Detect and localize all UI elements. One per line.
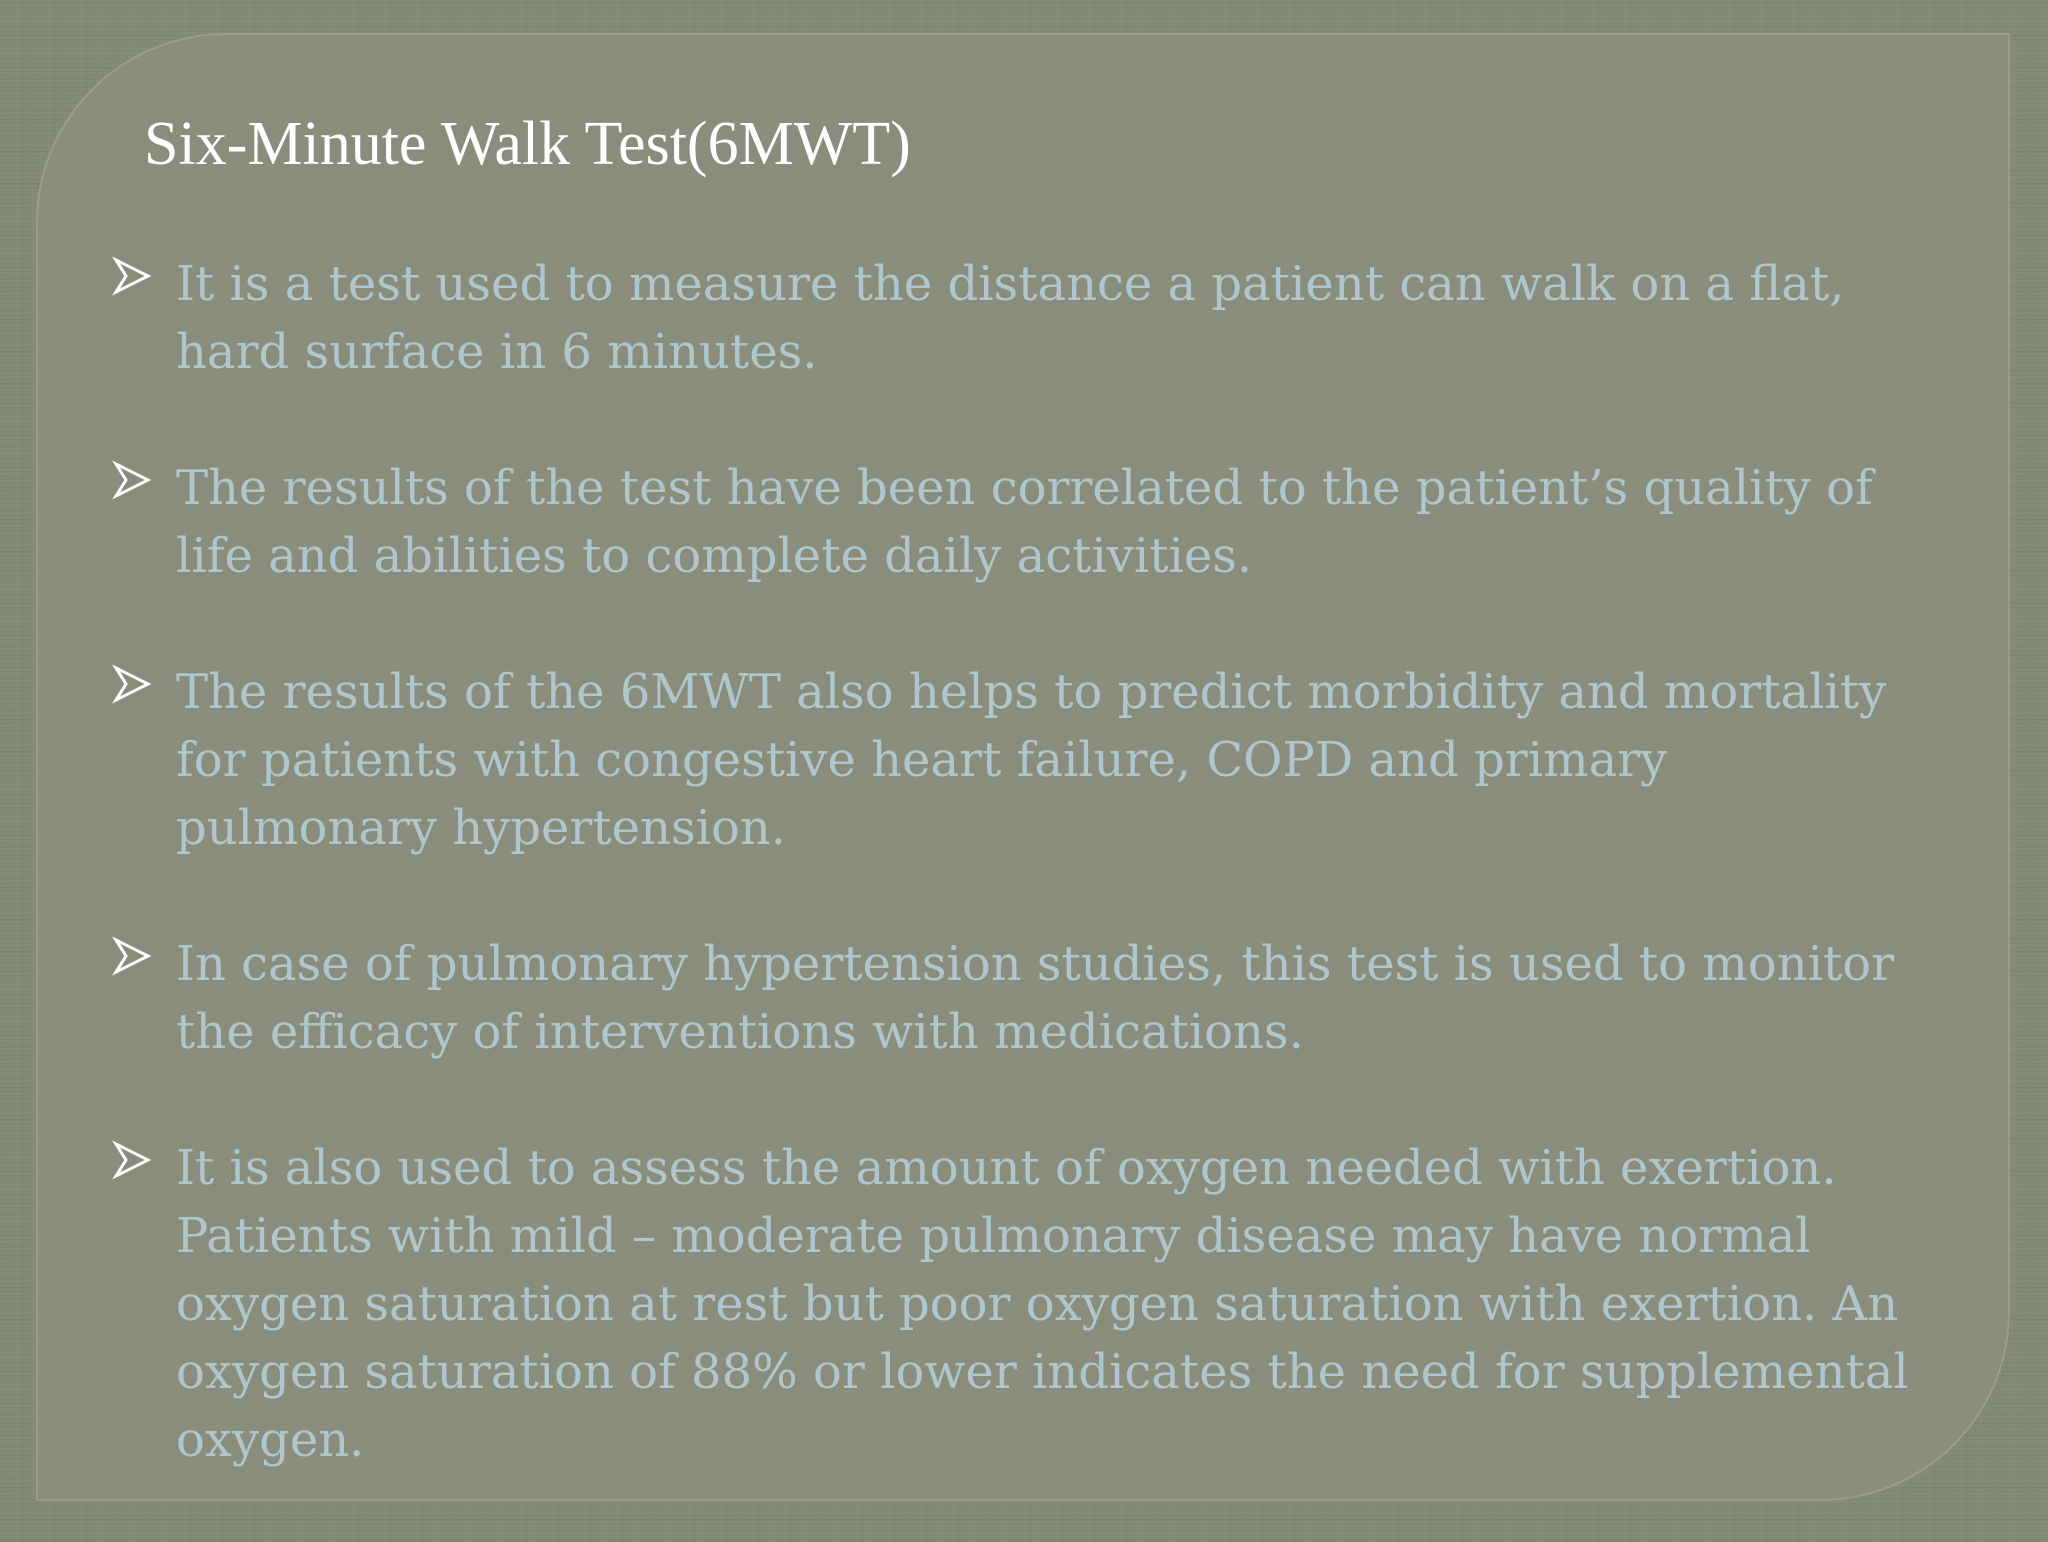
bullet-text: The results of the 6MWT also helps to predict morbidity and mortality for patients with congestive heart failure, COPD and primary pulmonary hypertension. xyxy=(176,664,1887,856)
bullet-item xyxy=(112,454,1912,590)
bullet-text: It is a test used to measure the distance a patient can walk on a flat, hard surface in 6 minutes. xyxy=(176,256,1845,380)
bullet-item xyxy=(112,1134,1912,1474)
bullet-item xyxy=(112,250,1912,386)
bullet-text: It is also used to assess the amount of oxygen needed with exertion. Patients with mild – moderate pulmonary disease may have normal oxygen saturation at rest but poor oxygen saturation with exertion. An oxygen saturation of 88% or lower indicates the need for supplemental oxygen. xyxy=(176,1140,1909,1468)
arrow-bullet-icon xyxy=(112,460,152,500)
arrow-bullet-icon xyxy=(112,256,152,296)
arrow-bullet-icon xyxy=(112,936,152,976)
bullet-list xyxy=(112,250,1912,1542)
bullet-item xyxy=(112,658,1912,862)
arrow-bullet-icon xyxy=(112,664,152,704)
slide-title: Six-Minute Walk Test(6MWT) xyxy=(144,110,911,178)
bullet-text: The results of the test have been correlated to the patient’s quality of life and abilities to complete daily activities. xyxy=(176,460,1873,584)
arrow-bullet-icon xyxy=(112,1140,152,1180)
bullet-item xyxy=(112,930,1912,1066)
bullet-text: In case of pulmonary hypertension studies, this test is used to monitor the efficacy of interventions with medications. xyxy=(176,936,1895,1060)
